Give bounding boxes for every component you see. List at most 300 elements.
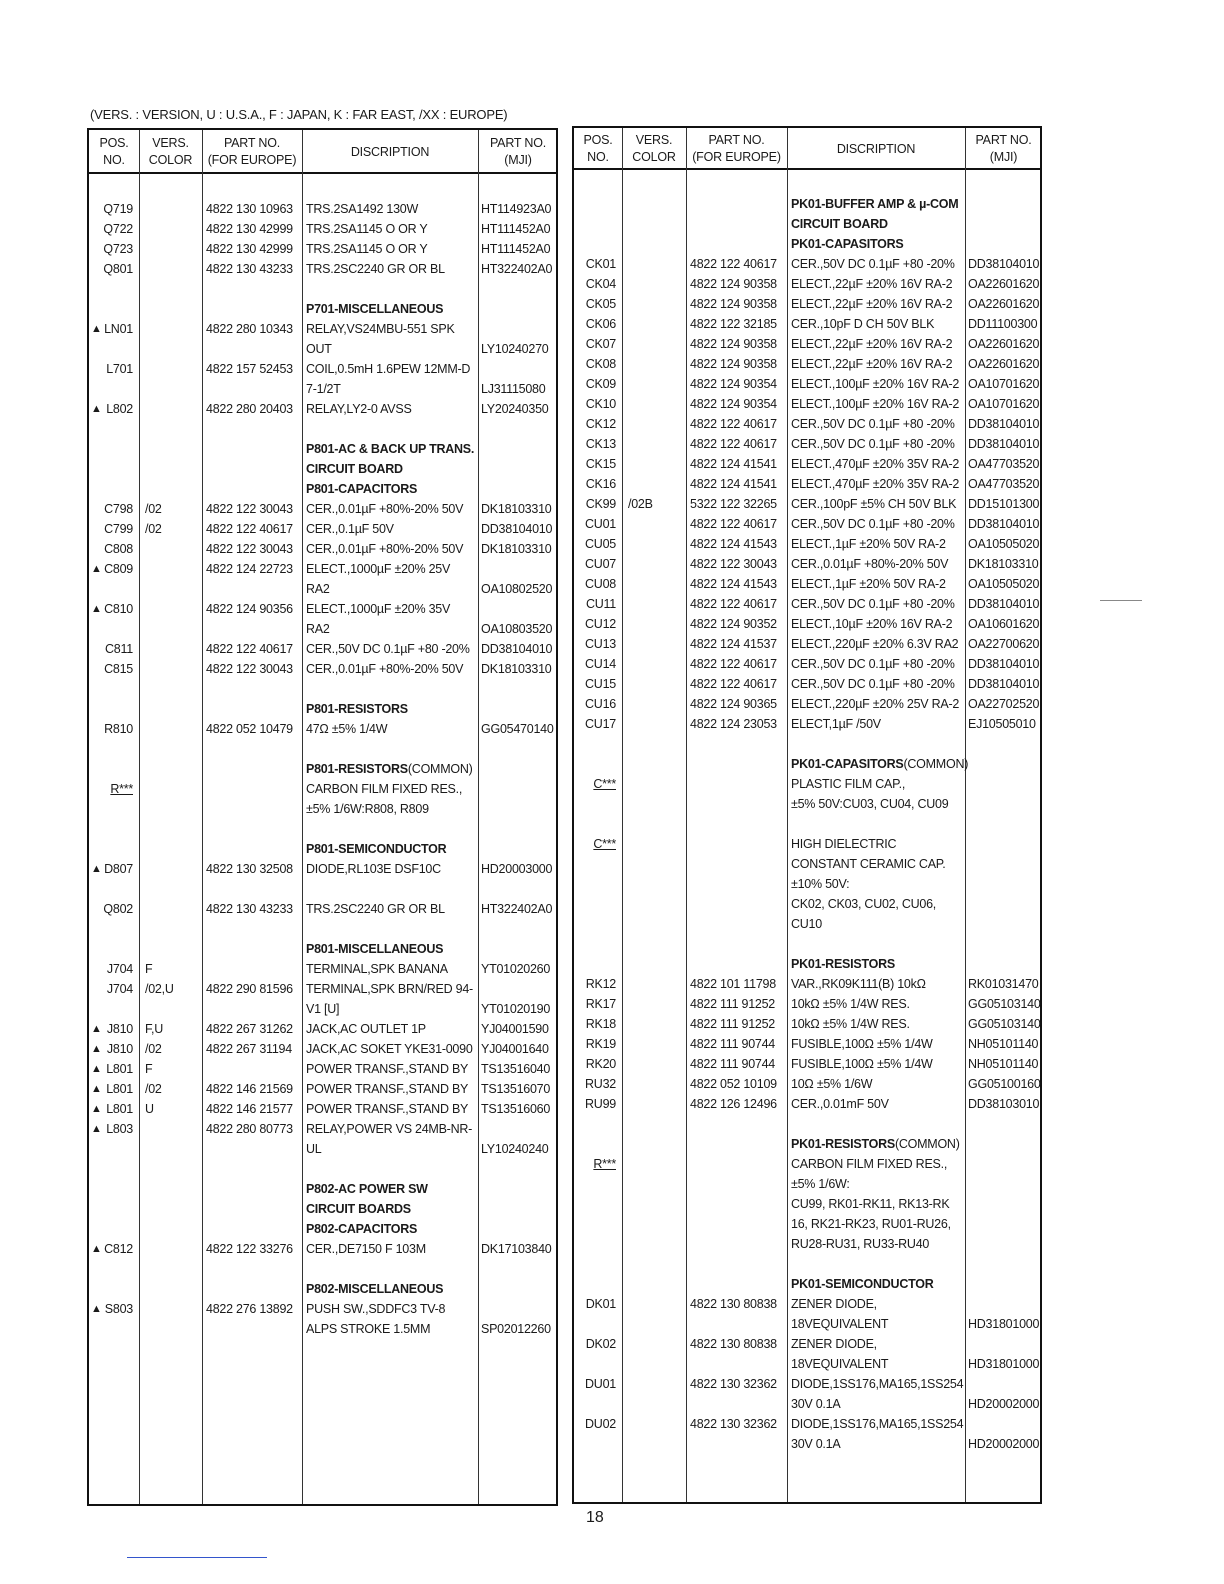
description	[791, 974, 926, 994]
description	[791, 614, 952, 634]
part-no-europe: 4822 146 21577	[206, 1102, 293, 1116]
part-no-mji: HD31801000	[968, 1317, 1040, 1331]
description	[306, 579, 330, 599]
description	[306, 499, 463, 519]
part-no-europe: 4822 124 90358	[690, 277, 777, 291]
table-row	[89, 1259, 556, 1279]
part-no-europe: 4822 052 10109	[690, 1077, 777, 1091]
description-text: CER.,0.01mF 50V	[791, 1097, 889, 1111]
description	[306, 1239, 426, 1259]
description	[791, 1314, 888, 1334]
table-row	[89, 1319, 556, 1339]
pos-no: RK19	[585, 1037, 616, 1051]
pos-no: CU12	[585, 617, 616, 631]
table-row	[89, 839, 556, 859]
description-text: CER.,50V DC 0.1µF +80 -20%	[791, 657, 955, 671]
pos-no: CK04	[585, 277, 616, 291]
part-no-europe: 4822 122 40617	[690, 517, 777, 531]
description	[791, 894, 936, 914]
table-row	[574, 914, 1040, 934]
description	[306, 599, 450, 619]
part-no-europe: 4822 124 90358	[690, 337, 777, 351]
description-text: CER.,10pF D CH 50V BLK	[791, 317, 935, 331]
description-text: OUT	[306, 342, 332, 356]
description	[306, 539, 463, 559]
table-row	[89, 219, 556, 239]
description-text: 18VEQUIVALENT	[791, 1357, 889, 1371]
pos-no: CK08	[585, 357, 616, 371]
pos-no: J704	[106, 962, 133, 976]
description	[306, 1019, 426, 1039]
section-heading: PK01-RESISTORS	[791, 957, 895, 971]
table-row	[574, 1334, 1040, 1354]
description	[791, 854, 946, 874]
pos-no: CK13	[585, 437, 616, 451]
part-no-europe: 4822 124 41541	[690, 457, 777, 471]
description	[791, 874, 849, 894]
part-no-europe: 4822 111 90744	[690, 1057, 776, 1071]
warning-triangle-icon: ▲	[91, 1023, 102, 1035]
part-no-mji: DK18103310	[968, 557, 1039, 571]
description-text: DIODE,1SS176,MA165,1SS254	[791, 1417, 964, 1431]
part-no-europe: 4822 130 42999	[206, 222, 293, 236]
description	[791, 654, 955, 674]
part-no-mji: OA10701620	[968, 397, 1040, 411]
part-no-mji: DK17103840	[481, 1242, 552, 1256]
pos-no: Q802	[103, 902, 133, 916]
pos-no: C798	[104, 502, 133, 516]
description-text: DIODE,1SS176,MA165,1SS254	[791, 1377, 964, 1391]
description	[791, 774, 905, 794]
part-no-europe: 4822 124 90354	[690, 397, 777, 411]
description	[791, 714, 881, 734]
part-no-mji: DD38104010	[481, 642, 553, 656]
table-row	[574, 354, 1040, 374]
description-text: 16, RK21-RK23, RU01-RU26,	[791, 1217, 951, 1231]
table-row	[574, 574, 1040, 594]
table-row	[89, 559, 556, 579]
description-text: COIL,0.5mH 1.6PEW 12MM-D	[306, 362, 471, 376]
pos-no: CU01	[585, 517, 616, 531]
description	[306, 1079, 468, 1099]
description	[791, 334, 952, 354]
table-row	[89, 1279, 556, 1299]
warning-triangle-icon: ▲	[91, 1063, 102, 1075]
warning-triangle-icon: ▲	[91, 603, 102, 615]
description	[306, 1059, 468, 1079]
description-text: ELECT.,10µF ±20% 16V RA-2	[791, 617, 953, 631]
description	[791, 1434, 840, 1454]
description-text: ELECT.,22µF ±20% 16V RA-2	[791, 357, 953, 371]
part-no-europe: 4822 124 90352	[690, 617, 777, 631]
part-no-mji: LY10240240	[481, 1142, 549, 1156]
description	[306, 779, 462, 799]
part-no-mji: OA10701620	[968, 377, 1040, 391]
part-no-mji: OA22601620	[968, 297, 1040, 311]
description-text: CER.,50V DC 0.1µF +80 -20%	[306, 642, 470, 656]
description	[791, 214, 888, 234]
part-no-mji: GG05103140	[968, 1017, 1041, 1031]
description	[306, 479, 417, 499]
part-no-europe: 4822 130 80838	[690, 1297, 777, 1311]
description-text: CARBON FILM FIXED RES.,	[306, 782, 463, 796]
description	[306, 759, 473, 779]
description-text: RA2	[306, 622, 330, 636]
pos-no: C815	[104, 662, 133, 676]
description-text: TRS.2SA1145 O OR Y	[306, 222, 428, 236]
description	[306, 839, 446, 859]
description	[306, 639, 470, 659]
description-text: ELECT,1µF /50V	[791, 717, 881, 731]
table-row	[574, 1054, 1040, 1074]
header-part_eu: PART NO. (FOR EUROPE)	[207, 136, 297, 167]
description	[306, 979, 473, 999]
description	[306, 1279, 443, 1299]
table-row	[574, 374, 1040, 394]
table-row	[89, 479, 556, 499]
pos-no: C799	[104, 522, 133, 536]
table-row	[574, 734, 1040, 754]
table-row	[89, 499, 556, 519]
part-no-europe: 4822 124 90354	[690, 377, 777, 391]
part-no-mji: DD38104010	[968, 677, 1040, 691]
table-row	[89, 419, 556, 439]
part-no-europe: 4822 124 90358	[690, 357, 777, 371]
description	[306, 1319, 430, 1339]
table-row	[89, 1079, 556, 1099]
table-row	[574, 614, 1040, 634]
part-no-europe: 4822 122 32185	[690, 317, 777, 331]
part-no-mji: DD38103010	[968, 1097, 1040, 1111]
table-row	[574, 254, 1040, 274]
table-row	[574, 1194, 1040, 1214]
description-text: CER.,0.01µF +80%-20% 50V	[306, 662, 464, 676]
pos-no: RK17	[585, 997, 616, 1011]
description	[791, 434, 955, 454]
table-row	[89, 199, 556, 219]
part-no-mji: RK01031470	[968, 977, 1039, 991]
pos-no: L801	[106, 1062, 133, 1076]
header-desc: DISCRIPTION	[350, 144, 430, 159]
description	[791, 1034, 933, 1054]
description-text: TRS.2SC2240 GR OR BL	[306, 902, 445, 916]
part-no-mji: TS13516070	[481, 1082, 551, 1096]
table-row	[574, 394, 1040, 414]
description	[791, 374, 959, 394]
table-row	[574, 194, 1040, 214]
description-text: ELECT.,22µF ±20% 16V RA-2	[791, 337, 953, 351]
part-no-europe: 5322 122 32265	[690, 497, 777, 511]
warning-triangle-icon: ▲	[91, 1243, 102, 1255]
description-text: RELAY,LY2-0 AVSS	[306, 402, 412, 416]
pos-no: CK16	[585, 477, 616, 491]
part-no-europe: 4822 052 10479	[206, 722, 293, 736]
version-legend: (VERS. : VERSION, U : U.S.A., F : JAPAN, K : FAR EAST, /XX : EUROPE)	[90, 107, 508, 122]
description	[791, 394, 959, 414]
table-row	[574, 1074, 1040, 1094]
description-text: CER.,0.01µF +80%-20% 50V	[306, 502, 464, 516]
part-no-mji: DD38104010	[968, 437, 1040, 451]
description-text: ELECT.,22µF ±20% 16V RA-2	[791, 277, 953, 291]
version-color: /02	[145, 1042, 162, 1056]
table-row	[574, 874, 1040, 894]
part-no-mji: HT322402A0	[481, 902, 553, 916]
pos-no: R810	[104, 722, 133, 736]
pos-no: LN01	[104, 322, 133, 336]
table-row	[89, 999, 556, 1019]
footer-rule	[127, 1557, 267, 1558]
part-no-europe: 4822 130 43233	[206, 902, 293, 916]
description	[791, 1094, 889, 1114]
description	[791, 754, 968, 774]
part-no-mji: OA10505020	[968, 577, 1040, 591]
description-text: ELECT.,100µF ±20% 16V RA-2	[791, 397, 960, 411]
part-no-europe: 4822 122 40617	[690, 417, 777, 431]
table-row	[89, 239, 556, 259]
table-row	[574, 714, 1040, 734]
section-heading: PK01-CAPASITORS	[791, 237, 904, 251]
table-row	[574, 1394, 1040, 1414]
description-text: TERMINAL,SPK BRN/RED 94-	[306, 982, 473, 996]
description-text: TRS.2SC2240 GR OR BL	[306, 262, 445, 276]
part-no-europe: 4822 130 32362	[690, 1417, 777, 1431]
header-desc: DISCRIPTION	[836, 141, 916, 156]
table-row	[574, 894, 1040, 914]
table-row	[89, 819, 556, 839]
description	[791, 514, 955, 534]
pos-no: J704	[106, 982, 133, 996]
table-row	[574, 1014, 1040, 1034]
part-no-europe: 4822 124 23053	[690, 717, 777, 731]
parts-table-right	[572, 126, 1042, 1504]
description	[306, 339, 332, 359]
description	[791, 1014, 910, 1034]
description	[791, 1374, 963, 1394]
table-row	[89, 939, 556, 959]
table-row	[574, 1034, 1040, 1054]
table-row	[89, 859, 556, 879]
description-text: FUSIBLE,100Ω ±5% 1/4W	[791, 1037, 933, 1051]
warning-triangle-icon: ▲	[91, 1083, 102, 1095]
table-row	[89, 1019, 556, 1039]
description	[306, 659, 463, 679]
pos-no: CK15	[585, 457, 616, 471]
description	[306, 939, 443, 959]
part-no-europe: 4822 111 91252	[690, 997, 776, 1011]
header-vers: VERS. COLOR	[148, 136, 193, 167]
description-text: ZENER DIODE,	[791, 1297, 877, 1311]
part-no-mji: OA22700620	[968, 637, 1040, 651]
pos-no: CK09	[585, 377, 616, 391]
table-row	[89, 439, 556, 459]
description-text: CARBON FILM FIXED RES.,	[791, 1157, 948, 1171]
description	[306, 1039, 473, 1059]
version-color: /02,U	[145, 982, 174, 996]
pos-no: C811	[105, 642, 133, 656]
table-row	[574, 1274, 1040, 1294]
description	[306, 1219, 417, 1239]
table-row	[574, 434, 1040, 454]
part-no-europe: 4822 130 10963	[206, 202, 293, 216]
description	[306, 799, 429, 819]
pos-no: RU32	[585, 1077, 616, 1091]
part-no-mji: YT01020190	[481, 1002, 551, 1016]
part-no-europe: 4822 122 40617	[690, 677, 777, 691]
description-text: ELECT.,470µF ±20% 35V RA-2	[791, 457, 960, 471]
section-heading: P801-RESISTORS	[306, 762, 408, 776]
pos-no: CU17	[585, 717, 616, 731]
part-no-europe: 4822 111 90744	[690, 1037, 776, 1051]
section-heading: P801-SEMICONDUCTOR	[306, 842, 447, 856]
pos-no: CU08	[585, 577, 616, 591]
description	[791, 954, 895, 974]
part-no-europe: 4822 124 41537	[690, 637, 777, 651]
table-row	[574, 1134, 1040, 1154]
table-row	[574, 634, 1040, 654]
part-no-mji: GG05100160	[968, 1077, 1041, 1091]
table-row	[89, 399, 556, 419]
part-no-mji: OA10802520	[481, 582, 553, 596]
table-row	[574, 454, 1040, 474]
description-text: 47Ω ±5% 1/4W	[306, 722, 388, 736]
table-row	[574, 754, 1040, 774]
table-row	[574, 934, 1040, 954]
description	[306, 219, 427, 239]
description-text: JACK,AC SOKET YKE31-0090	[306, 1042, 473, 1056]
header-part_eu: PART NO. (FOR EUROPE)	[692, 133, 781, 164]
section-heading: PK01-BUFFER AMP & µ-COM	[791, 197, 959, 211]
table-row	[574, 1174, 1040, 1194]
part-no-mji: HD20002000	[968, 1437, 1040, 1451]
description-text: POWER TRANSF.,STAND BY	[306, 1062, 469, 1076]
description	[791, 1414, 963, 1434]
table-row	[89, 519, 556, 539]
part-no-mji: GG05103140	[968, 997, 1041, 1011]
table-row	[89, 259, 556, 279]
part-no-europe: 4822 276 13892	[206, 1302, 293, 1316]
pos-no: C808	[104, 542, 133, 556]
pos-no: D807	[104, 862, 133, 876]
table-row	[574, 1414, 1040, 1434]
description-text: RELAY,VS24MBU-551 SPK	[306, 322, 455, 336]
warning-triangle-icon: ▲	[91, 863, 102, 875]
part-no-mji: HT111452A0	[481, 242, 551, 256]
description-text: CER.,0.01µF +80%-20% 50V	[791, 557, 949, 571]
description-text: (COMMON)	[407, 762, 473, 776]
table-row	[574, 1114, 1040, 1134]
table-row	[574, 674, 1040, 694]
pos-no: S803	[104, 1302, 133, 1316]
description	[791, 234, 903, 254]
description-text: 10kΩ ±5% 1/4W RES.	[791, 997, 910, 1011]
warning-triangle-icon: ▲	[91, 323, 102, 335]
part-no-europe: 4822 101 11798	[690, 977, 776, 991]
part-no-europe: 4822 267 31194	[206, 1042, 292, 1056]
table-row	[574, 1314, 1040, 1334]
part-no-europe: 4822 146 21569	[206, 1082, 293, 1096]
table-row	[89, 759, 556, 779]
description-text: RA2	[306, 582, 330, 596]
part-no-europe: 4822 122 40617	[206, 522, 293, 536]
part-no-mji: NH05101140	[968, 1057, 1039, 1071]
description	[306, 259, 445, 279]
table-row	[89, 699, 556, 719]
description-text: RU28-RU31, RU33-RU40	[791, 1237, 930, 1251]
version-color: /02	[145, 522, 162, 536]
description-text: (COMMON)	[894, 1137, 960, 1151]
description-text: 10Ω ±5% 1/6W	[791, 1077, 873, 1091]
table-row	[574, 854, 1040, 874]
pos-no: L803	[106, 1122, 133, 1136]
part-no-europe: 4822 124 41543	[690, 577, 777, 591]
description-text: 30V 0.1A	[791, 1397, 841, 1411]
pos-no: CU14	[585, 657, 616, 671]
part-no-mji: TS13516060	[481, 1102, 551, 1116]
description	[791, 1134, 960, 1154]
description-text: TRS.2SA1145 O OR Y	[306, 242, 428, 256]
part-no-mji: HT114923A0	[481, 202, 552, 216]
table-row	[574, 514, 1040, 534]
description	[306, 319, 455, 339]
header-part_mji: PART NO. (MJI)	[489, 136, 547, 167]
table-row	[89, 1239, 556, 1259]
table-row	[89, 659, 556, 679]
description-text: CER.,50V DC 0.1µF +80 -20%	[791, 417, 955, 431]
part-no-mji: HT322402A0	[481, 262, 553, 276]
part-no-mji: DD38104010	[968, 257, 1040, 271]
description-text: CER.,50V DC 0.1µF +80 -20%	[791, 597, 955, 611]
part-no-europe: 4822 130 32362	[690, 1377, 777, 1391]
part-no-mji: LJ31115080	[481, 382, 546, 396]
table-row	[89, 279, 556, 299]
pos-no: R***	[110, 782, 133, 796]
table-row	[89, 619, 556, 639]
part-no-mji: LY20240350	[481, 402, 549, 416]
part-no-europe: 4822 122 30043	[206, 662, 293, 676]
pos-no: DU02	[585, 1417, 616, 1431]
description	[306, 1299, 445, 1319]
part-no-europe: 4822 111 91252	[690, 1017, 776, 1031]
table-row	[574, 1294, 1040, 1314]
part-no-europe: 4822 124 90356	[206, 602, 293, 616]
table-row	[89, 1139, 556, 1159]
part-no-mji: OA10505020	[968, 537, 1040, 551]
pos-no: L701	[106, 362, 133, 376]
header-pos: POS. NO.	[99, 136, 129, 167]
table-row	[574, 1354, 1040, 1374]
part-no-europe: 4822 126 12496	[690, 1097, 777, 1111]
pos-no: L802	[106, 402, 133, 416]
part-no-mji: DD38104010	[968, 657, 1040, 671]
table-row	[89, 459, 556, 479]
version-color: F,U	[145, 1022, 163, 1036]
description	[791, 1054, 933, 1074]
description	[791, 834, 896, 854]
description	[306, 1099, 468, 1119]
section-heading: PK01-CAPASITORS	[791, 757, 904, 771]
description-text: UL	[306, 1142, 322, 1156]
description	[791, 1234, 929, 1254]
table-row	[574, 234, 1040, 254]
part-no-mji: DD38104010	[968, 417, 1040, 431]
description	[791, 534, 946, 554]
description	[306, 859, 441, 879]
table-row	[574, 414, 1040, 434]
description	[791, 594, 955, 614]
table-row	[89, 359, 556, 379]
part-no-europe: 4822 130 42999	[206, 242, 293, 256]
description	[791, 274, 952, 294]
